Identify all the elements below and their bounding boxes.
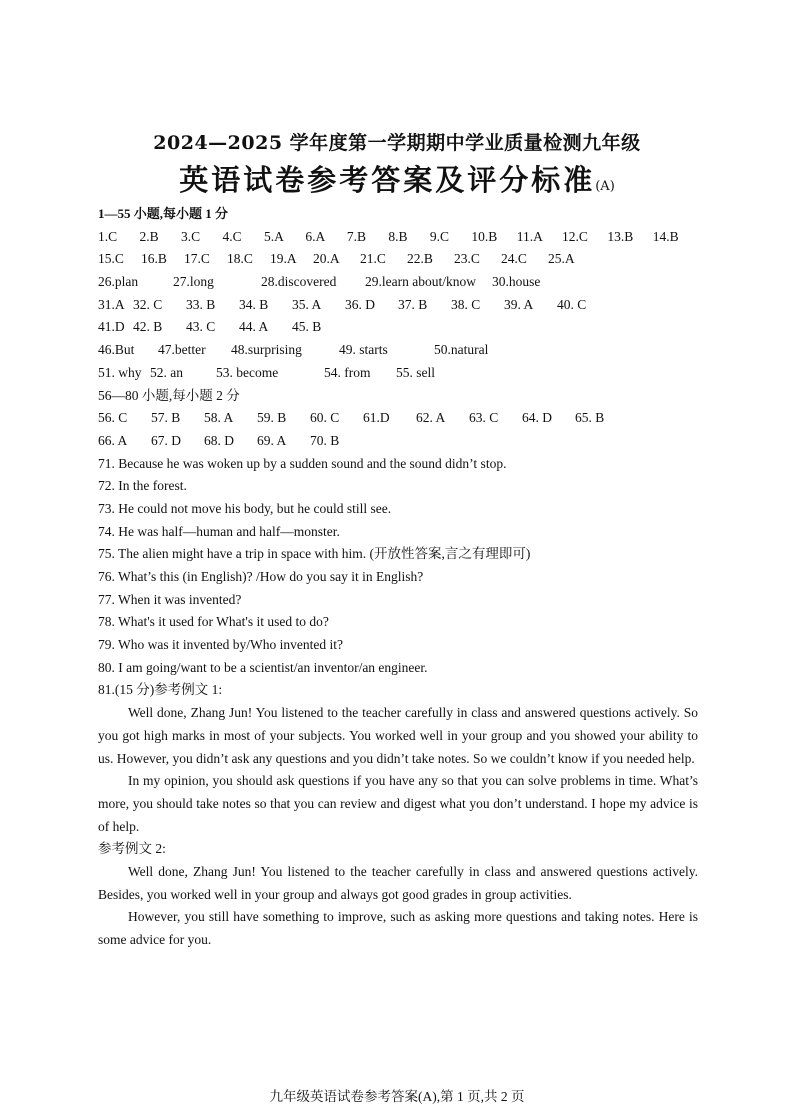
essay-heading: 81.(15 分)参考例文 1: (98, 682, 223, 698)
sentence-answer-73: 73. He could not move his body, but he could still see. (98, 500, 392, 516)
answer-item: 12.C (562, 228, 588, 244)
answer-item: 41.D (98, 319, 125, 335)
answer-item: 16.B (141, 251, 167, 267)
answer-item: 11.A (516, 228, 543, 244)
sentence-answer-79: 79. Who was it invented by/Who invented it? (98, 637, 343, 653)
answer-item: 34. B (239, 296, 269, 312)
answer-item: 25.A (548, 251, 575, 267)
answer-row-1-14 (98, 226, 698, 249)
answer-item: 50.natural (434, 342, 489, 358)
answer-item: 1.C (98, 228, 118, 244)
sentence-answer-80: 80. I am going/want to be a scientist/an inventor/an engineer. (98, 659, 428, 675)
answer-item: 64. D (522, 410, 552, 426)
document-title (0, 158, 794, 199)
answer-item: 36. D (345, 296, 375, 312)
answer-item: 5.A (263, 228, 284, 244)
answer-item: 4.C (222, 228, 242, 244)
answer-item: 14.B (652, 228, 679, 244)
answer-row-15-25 (98, 248, 698, 271)
answer-item: 56. C (98, 410, 128, 426)
answer-item: 20.A (313, 251, 340, 267)
answer-item: 51. why (98, 364, 142, 380)
answer-row-26-30 (98, 271, 698, 294)
answer-item: 39. A (504, 296, 534, 312)
answer-item: 45. B (292, 319, 322, 335)
answer-item: 21.C (360, 251, 386, 267)
answer-row-56-65 (98, 407, 698, 430)
answer-row-66-70 (98, 430, 698, 453)
answer-item: 6.A (305, 228, 326, 244)
answer-item: 53. become (216, 364, 279, 380)
answer-item: 43. C (186, 319, 216, 335)
answer-item: 17.C (184, 251, 210, 267)
answer-item: 46.But (98, 342, 135, 358)
answer-item: 3.C (180, 228, 201, 244)
answer-item: 62. A (416, 410, 446, 426)
answer-item: 35. A (292, 296, 322, 312)
sentence-answer-75: 75. The alien might have a trip in space with him. (开放性答案,言之有理即可) (98, 546, 531, 562)
exam-title: 2024—2025 学年度第一学期期中学业质量检测九年级 (153, 132, 641, 154)
answer-item: 8.B (388, 228, 408, 244)
page-footer: 九年级英语试卷参考答案(A),第 1 页,共 2 页 (269, 1089, 525, 1104)
answer-item: 44. A (239, 319, 269, 335)
answer-item: 61.D (363, 410, 390, 426)
answer-item: 33. B (186, 296, 216, 312)
answer-item: 22.B (407, 251, 433, 267)
answer-item: 38. C (451, 296, 481, 312)
answer-item: 58. A (204, 410, 234, 426)
answer-item: 48.surprising (231, 342, 302, 358)
essay2-heading: 参考例文 2: (98, 841, 166, 857)
document-title-text: 英语试卷参考答案及评分标准 (179, 163, 596, 197)
answer-item: 7.B (346, 228, 367, 244)
answer-item: 54. from (324, 364, 371, 380)
answer-item: 15.C (98, 251, 124, 267)
answer-row-51-55 (98, 362, 698, 385)
answer-item: 68. D (204, 432, 234, 448)
answer-item: 28.discovered (261, 274, 337, 290)
sentence-answer-78: 78. What's it used for What's it used to do? (98, 614, 329, 630)
answer-item: 55. sell (396, 364, 435, 380)
answer-item: 37. B (398, 296, 428, 312)
answer-item: 59. B (257, 410, 287, 426)
answer-item: 65. B (575, 410, 605, 426)
answer-item: 9.C (429, 228, 450, 244)
section-heading-1-55: 1—55 小题,每小题 1 分 (98, 206, 229, 221)
essay2-paragraph: Well done, Zhang Jun! You listened to the teacher carefully in class and answered questions actively. Besides, you worked well in your group and always got good grades in group activities. (98, 864, 698, 902)
section-heading-56-80: 56—80 小题,每小题 2 分 (98, 387, 240, 403)
answer-row-31-40 (98, 294, 698, 317)
answer-item: 30.house (492, 274, 541, 290)
answer-row-41-45 (98, 316, 698, 339)
answer-item: 70. B (310, 432, 340, 448)
answer-item: 24.C (501, 251, 527, 267)
answer-item: 66. A (98, 432, 128, 448)
answer-item: 13.B (607, 228, 634, 244)
sentence-answer-71: 71. Because he was woken up by a sudden sound and the sound didn’t stop. (98, 455, 507, 471)
answer-item: 67. D (151, 432, 181, 448)
answer-content (98, 203, 698, 952)
answer-item: 19.A (270, 251, 297, 267)
answer-item: 63. C (469, 410, 499, 426)
essay1-paragraph: In my opinion, you should ask questions if you have any so that you can solve problems in time. What’s more, you should take notes so that you can review and digest what you don’t understand. I hope my advice is of help. (98, 773, 698, 834)
sentence-answer-74: 74. He was half—human and half—monster. (98, 523, 340, 539)
answer-item: 69. A (257, 432, 287, 448)
sentence-answer-76: 76. What’s this (in English)? /How do you say it in English? (98, 569, 424, 584)
answer-item: 40. C (557, 296, 587, 312)
version-label: (A) (595, 179, 615, 194)
essay1-paragraph: Well done, Zhang Jun! You listened to the teacher carefully in class and answered questions actively. So you got high marks in most of your subjects. You worked well in your group and you showed your ability to us. However, you didn’t ask any questions and you didn’t take notes. So we couldn’t know if you needed help. (98, 705, 698, 766)
answer-item: 60. C (310, 410, 340, 426)
answer-item: 42. B (133, 319, 163, 335)
sentence-answer-77: 77. When it was invented? (98, 591, 242, 607)
answer-item: 47.better (158, 342, 206, 358)
essay2-paragraph: However, you still have something to improve, such as asking more questions and taking notes. Here is some advice for you. (98, 909, 698, 948)
answer-item: 27.long (173, 274, 214, 290)
answer-row-46-50 (98, 339, 698, 362)
answer-item: 2.B (139, 228, 159, 244)
answer-item: 18.C (227, 251, 253, 267)
answer-item: 32. C (133, 296, 163, 312)
answer-item: 57. B (151, 410, 181, 426)
sentence-answer-72: 72. In the forest. (98, 478, 187, 494)
answer-item: 26.plan (98, 274, 139, 290)
answer-item: 31.A (98, 296, 125, 312)
answer-item: 52. an (150, 364, 183, 380)
answer-item: 49. starts (339, 342, 388, 358)
answer-item: 10.B (471, 228, 498, 244)
answer-item: 29.learn about/know (365, 274, 476, 290)
answer-item: 23.C (454, 251, 480, 267)
